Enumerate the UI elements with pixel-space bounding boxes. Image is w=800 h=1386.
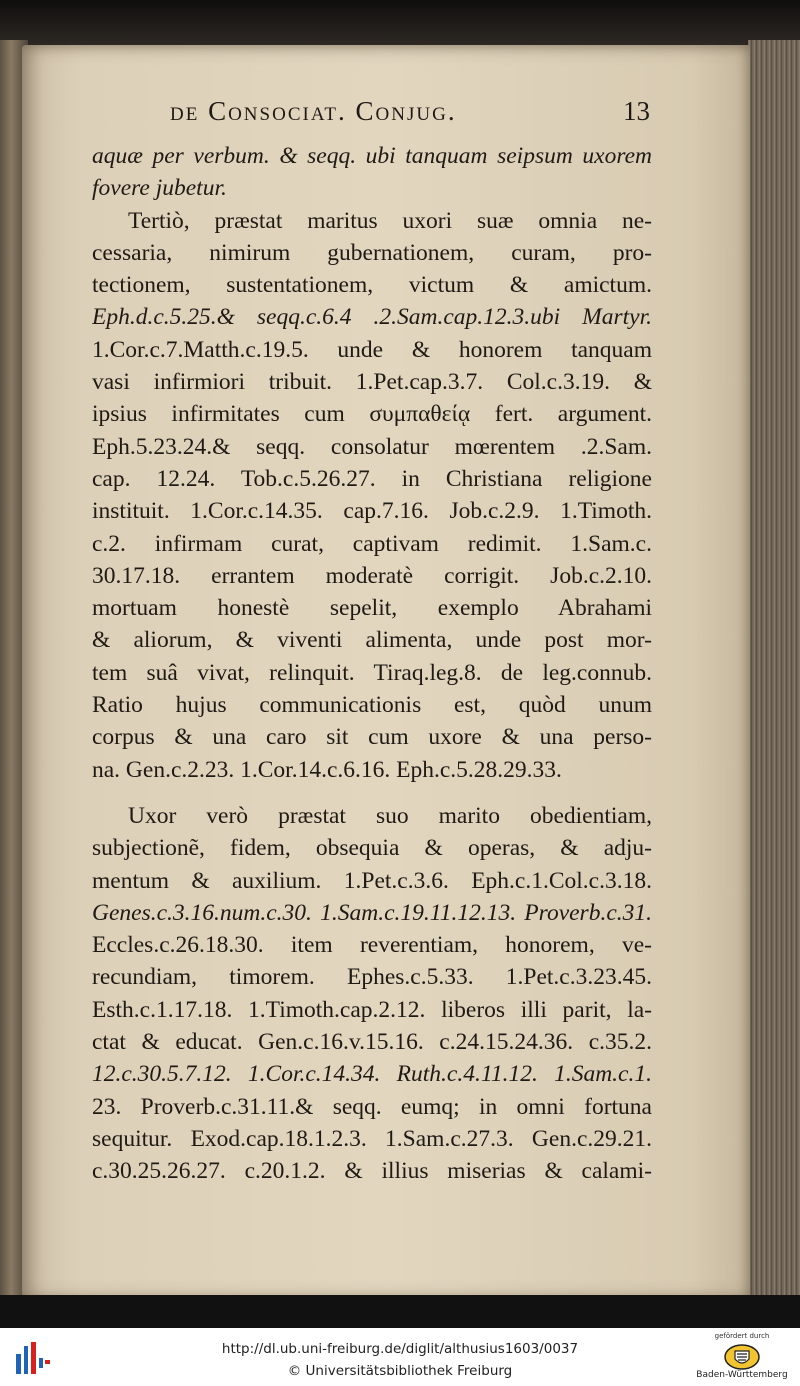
page-number: 13 (623, 96, 650, 126)
scan-bottom-shadow (0, 1295, 800, 1328)
sponsor-block (690, 1332, 794, 1384)
text-line: recundiam, timorem. Ephes.c.5.33. 1.Pet.c.3.23.45. (92, 964, 652, 991)
sponsor-name: Baden-Württemberg (696, 1370, 788, 1380)
text-line: 1.Cor.c.7.Matth.c.19.5. unde & honorem tanquam (92, 336, 652, 363)
text-line: Eccles.c.26.18.30. item reverentiam, honorem, ve- (92, 932, 652, 959)
sponsor-label: gefördert durch (714, 1332, 770, 1340)
text-line: fovere jubetur. (92, 175, 227, 202)
text-line: cap. 12.24. Tob.c.5.26.27. in Christiana religione (92, 465, 652, 492)
text-line: na. Gen.c.2.23. 1.Cor.14.c.6.16. Eph.c.5.28.29.33. (92, 756, 562, 783)
page-text (92, 140, 652, 1188)
text-line: mentum & auxilium. 1.Pet.c.3.6. Eph.c.1.Col.c.3.18. (92, 867, 652, 894)
text-line: 23. Proverb.c.31.11.& seqq. eumq; in omni fortuna (92, 1093, 652, 1120)
text-line: ctat & educat. Gen.c.16.v.15.16. c.24.15.24.36. c.35.2. (92, 1029, 652, 1056)
running-head-title: de Consociat. Conjug. (170, 96, 457, 126)
text-line: aquæ per verbum. & seqq. ubi tanquam seipsum uxorem (92, 143, 652, 169)
text-line: tem suâ vivat, relinquit. Tiraq.leg.8. de leg.connub. (92, 659, 652, 686)
text-line: corpus & una caro sit cum uxore & una perso- (92, 724, 652, 751)
text-line: instituit. 1.Cor.c.14.35. cap.7.16. Job.c.2.9. 1.Timoth. (92, 498, 652, 525)
text-line: Genes.c.3.16.num.c.30. 1.Sam.c.19.11.12.13. Proverb.c.31. (92, 899, 652, 926)
text-line: c.2. infirmam curat, captivam redimit. 1.Sam.c. (92, 530, 652, 557)
text-line: 30.17.18. errantem moderatè corrigit. Job.c.2.10. (92, 562, 652, 589)
text-line: & aliorum, & viventi alimenta, unde post mor- (92, 627, 652, 654)
page-edges (748, 40, 800, 1302)
text-line: cessaria, nimirum gubernationem, curam, pro- (92, 239, 652, 266)
text-line: sequitur. Exod.cap.18.1.2.3. 1.Sam.c.27.3. Gen.c.29.21. (92, 1125, 652, 1152)
text-line: Uxor verò præstat suo marito obedientiam, (128, 802, 652, 829)
running-head (170, 96, 650, 127)
text-line: Tertiò, præstat maritus uxori suæ omnia ne- (128, 207, 652, 234)
footer-bar (0, 1328, 800, 1386)
text-line: c.30.25.26.27. c.20.1.2. & illius miserias & calami- (92, 1158, 652, 1185)
state-crest-icon (723, 1343, 761, 1371)
paragraph-gap (92, 786, 652, 800)
text-line: ipsius infirmitates cum συμπαθείᾳ fert. argument. (92, 401, 652, 428)
text-line: Ratio hujus communicationis est, quòd unum (92, 692, 652, 719)
text-line: tectionem, sustentationem, victum & amictum. (92, 272, 652, 299)
text-line: Eph.d.c.5.25.& seqq.c.6.4 .2.Sam.cap.12.3.ubi Martyr. (92, 304, 652, 331)
text-line: mortuam honestè sepelit, exemplo Abrahami (92, 595, 652, 622)
permalink-url[interactable]: http://dl.ub.uni-freiburg.de/diglit/althusius1603/0037 (221, 1341, 579, 1357)
text-line: Eph.5.23.24.& seqq. consolatur mœrentem .2.Sam. (92, 433, 652, 460)
text-line: vasi infirmiori tribuit. 1.Pet.cap.3.7. Col.c.3.19. & (92, 369, 652, 396)
text-line: Esth.c.1.17.18. 1.Timoth.cap.2.12. liberos illi parit, la- (92, 996, 652, 1023)
text-line: 12.c.30.5.7.12. 1.Cor.c.14.34. Ruth.c.4.11.12. 1.Sam.c.1. (92, 1061, 652, 1088)
text-line: subjectionẽ, fidem, obsequia & operas, & adju- (92, 835, 652, 862)
copyright-notice: © Universitätsbibliothek Freiburg (287, 1363, 513, 1379)
